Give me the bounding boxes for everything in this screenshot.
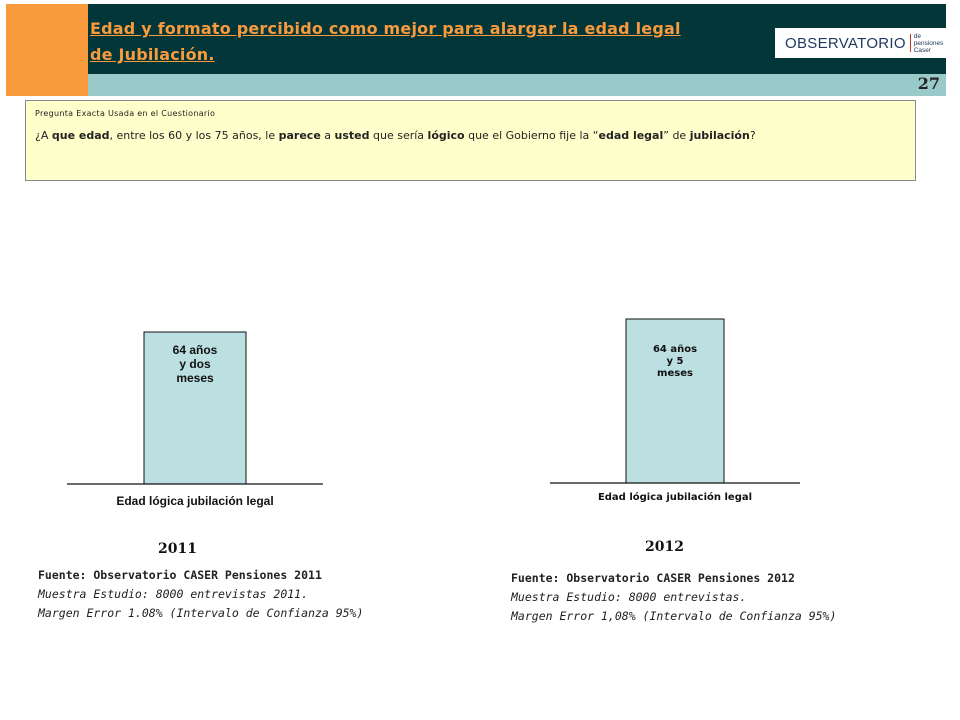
logo-sub-text <box>914 33 947 54</box>
bar-data-label-line: y dos <box>179 357 211 371</box>
bar-data-label-line: meses <box>176 371 214 385</box>
page-title-line-1: Edad y formato percibido como mejor para alargar la edad legal <box>90 19 681 38</box>
question-text-part: ? <box>749 129 756 142</box>
question-text-part: , entre los 60 y los 75 años, le <box>109 129 279 142</box>
category-label: Edad lógica jubilación legal <box>597 492 753 503</box>
logo-sub-line-1: de pensiones <box>913 32 944 47</box>
question-emphasis: parece <box>278 129 321 142</box>
question-emphasis: jubilación <box>689 129 750 142</box>
question-text-part: que sería <box>369 129 428 142</box>
source-title: Fuente: Observatorio CASER Pensiones 2012 <box>511 571 795 585</box>
year-label-2011: 2011 <box>158 541 197 557</box>
page-number: 27 <box>917 74 940 93</box>
question-emphasis: que edad <box>51 129 110 142</box>
year-label-2012: 2012 <box>645 539 684 555</box>
question-text-part: a <box>320 129 335 142</box>
question-text <box>35 127 907 144</box>
question-box <box>25 100 916 181</box>
logo-sub-line-2: Caser <box>913 46 932 54</box>
question-text-part: ” de <box>663 129 690 142</box>
question-text-part: ¿A <box>35 129 52 142</box>
question-emphasis: lógico <box>427 129 465 142</box>
logo-main-text: OBSERVATORIO <box>785 34 906 52</box>
source-sample: Muestra Estudio: 8000 entrevistas 2011. <box>38 587 309 601</box>
logo-separator <box>910 34 911 52</box>
bar-data-label-line: 64 años <box>652 344 698 355</box>
observatorio-logo <box>775 28 947 58</box>
question-emphasis: edad legal <box>598 129 664 142</box>
page-title-line-2: de Jubilación. <box>90 45 215 64</box>
source-title: Fuente: Observatorio CASER Pensiones 2011 <box>38 568 322 582</box>
bar-data-label-line: meses <box>657 368 693 379</box>
question-label: Pregunta Exacta Usada en el Cuestionario <box>35 109 216 118</box>
header-strip <box>88 74 946 96</box>
source-margin: Margen Error 1,08% (Intervalo de Confianza 95%) <box>511 609 837 623</box>
chart-2012 <box>545 312 805 512</box>
chart-2011 <box>60 325 330 520</box>
source-sample: Muestra Estudio: 8000 entrevistas. <box>511 590 747 604</box>
bar-data-label-line: 64 años <box>172 343 218 357</box>
bar-data-label-line: y 5 <box>666 356 684 367</box>
source-margin: Margen Error 1.08% (Intervalo de Confianza 95%) <box>38 606 364 620</box>
header-accent-block <box>6 4 88 96</box>
source-note-2011 <box>38 566 363 623</box>
question-emphasis: usted <box>334 129 370 142</box>
source-note-2012 <box>511 569 836 626</box>
page-title[interactable] <box>90 16 710 68</box>
category-label: Edad lógica jubilación legal <box>116 494 274 508</box>
question-text-part: que el Gobierno fije la “ <box>464 129 599 142</box>
